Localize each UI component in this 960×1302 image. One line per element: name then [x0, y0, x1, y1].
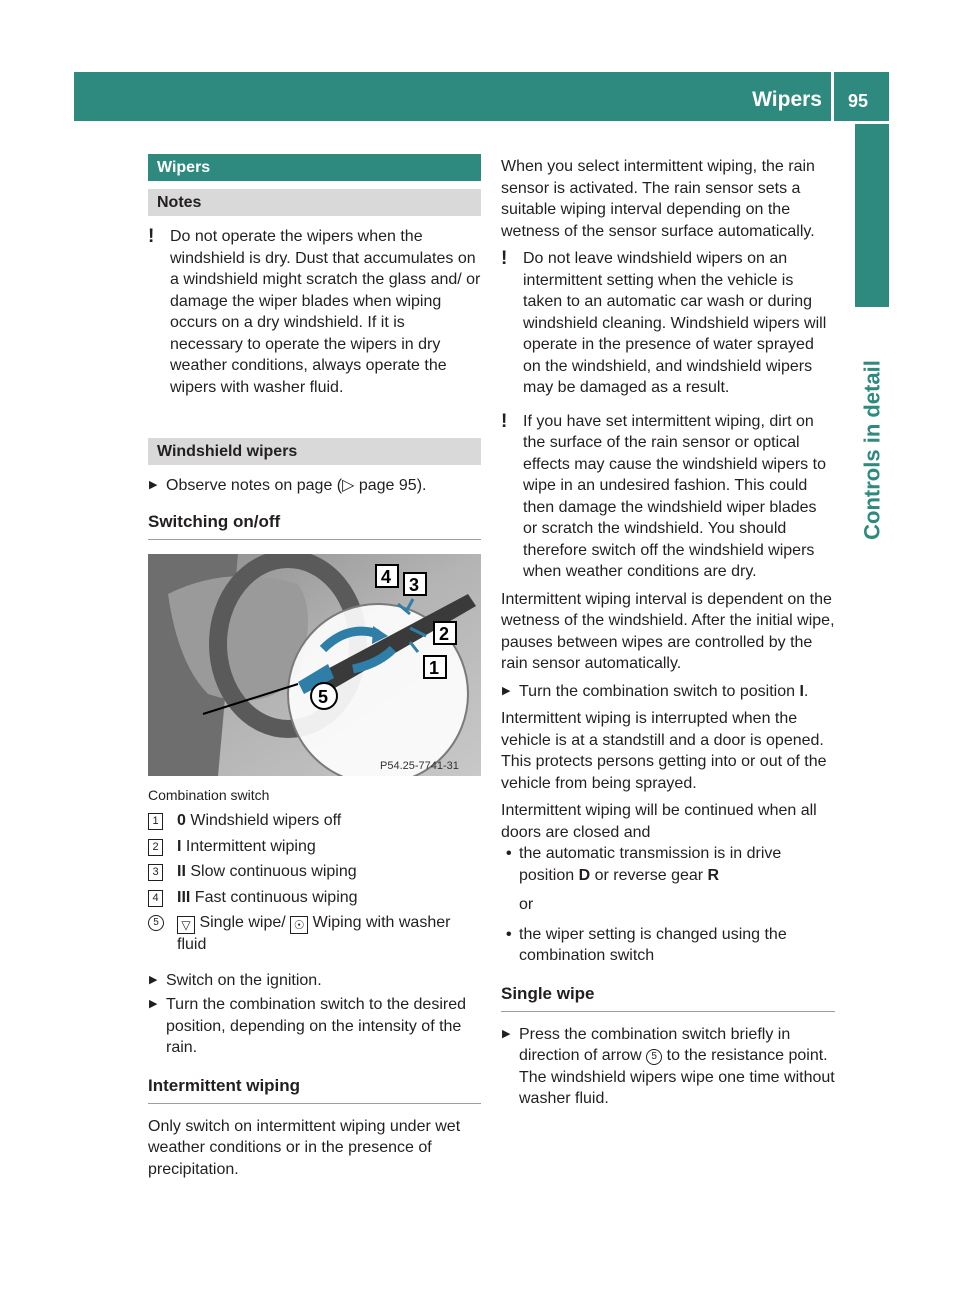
- paragraph-intermittent: Only switch on intermittent wiping under wet weather conditions or in the presence of precipitation.: [148, 1117, 461, 1178]
- paragraph-interrupted: Intermittent wiping is interrupted when the vehicle is at a standstill and a door is opened. This protects persons getting into or out of the vehicle from being sprayed.: [501, 710, 827, 792]
- left-column-top: [148, 154, 481, 398]
- note-dry-windshield: [148, 226, 481, 398]
- step-text-end: to the resistance point.: [662, 1047, 828, 1064]
- bullet-text: the wiper setting is changed using the combination switch: [519, 925, 787, 964]
- legend-number: 5: [148, 915, 164, 931]
- step-end: .: [803, 682, 809, 700]
- section-title-windshield-wipers: Windshield wipers: [148, 438, 481, 465]
- image-label-5: 5: [318, 687, 329, 707]
- bullet-strong-r: R: [707, 866, 720, 884]
- step-position-i: [501, 681, 835, 703]
- legend-number: 3: [148, 864, 163, 881]
- step-arrow-icon: ▶: [149, 998, 158, 1010]
- section-title-wipers: Wipers: [148, 154, 481, 181]
- header-separator: [831, 72, 834, 121]
- step-observe-notes: [148, 475, 481, 497]
- step-text: Press the combination switch briefly in direction of arrow: [519, 1025, 791, 1064]
- warning-icon: !: [501, 248, 508, 269]
- legend-list: [148, 810, 481, 956]
- result-line: The windshield wipers wipe one time without washer fluid.: [519, 1068, 835, 1107]
- step-text: Turn the combination switch to the desired position, depending on the intensity of the rain.: [166, 996, 467, 1056]
- image-label-1: 1: [429, 658, 440, 678]
- note-text: Do not leave windshield wipers on an intermittent setting when the vehicle is taken to an automatic car wash or during windshield cleaning. Windshield wipers will operate in the presence of water sprayed on the windshield, and windshield wipers may be damaged as a result.: [523, 250, 827, 396]
- paragraph-interval: Intermittent wiping interval is dependent on the wetness of the windshield. After the initial wipe, pauses between wipes are controlled by the rain sensor automatically.: [501, 590, 835, 672]
- combination-switch-photo: [148, 554, 481, 776]
- legend-item: [148, 912, 481, 956]
- legend-item: [148, 836, 481, 858]
- left-column-middle: [148, 438, 481, 540]
- single-wipe-icon: ▽: [177, 916, 195, 934]
- note-text: Do not operate the wipers when the windshield is dry. Dust that accumulates on a windshield might scratch the glass and/ or damage the wiper blades when wiping occurs on a dry windshield. If it is necessary to operate the wipers in dry weather conditions, always operate the wipers with washer fluid.: [170, 228, 481, 396]
- legend-item: [148, 861, 481, 883]
- left-column-bottom: [148, 786, 481, 1180]
- side-tab: [855, 124, 889, 307]
- note-car-wash: [501, 248, 835, 399]
- step-text: Observe notes on page (▷ page 95).: [166, 477, 427, 494]
- legend-text: Fast continuous wiping: [190, 888, 358, 906]
- step-ignition: [148, 970, 481, 992]
- paragraph-continued: Intermittent wiping will be continued when all doors are closed and: [501, 802, 817, 841]
- step-arrow-icon: ▶: [149, 973, 158, 986]
- legend-text: Intermittent wiping: [181, 837, 316, 855]
- legend-number: 2: [148, 839, 163, 856]
- step-press-switch: [501, 1024, 835, 1067]
- page-number: 95: [848, 91, 869, 111]
- side-label: [855, 310, 889, 590]
- header-title: Wipers: [752, 88, 822, 111]
- heading-switching-on-off: Switching on/off: [148, 511, 481, 540]
- legend-item: [148, 810, 481, 832]
- step-arrow-icon: ▶: [502, 684, 511, 697]
- bullet-text-mid: or reverse gear: [590, 866, 708, 884]
- image-caption: Combination switch: [148, 787, 270, 803]
- or-word: or: [519, 896, 534, 913]
- legend-strong: II: [177, 863, 186, 880]
- step-arrow-icon: ▶: [149, 479, 158, 491]
- step-text: Turn the combination switch to position: [519, 682, 800, 700]
- section-title-notes: Notes: [148, 189, 481, 216]
- legend-text: Windshield wipers off: [185, 812, 342, 829]
- washer-wipe-icon: ☉: [290, 916, 308, 934]
- legend-text: Slow continuous wiping: [185, 863, 357, 880]
- legend-item: [148, 887, 481, 909]
- image-label-2: 2: [439, 624, 450, 644]
- paragraph-rain-sensor: When you select intermittent wiping, the rain sensor is activated. The rain sensor sets a suitable wiping interval depending on the wetness of the sensor surface automatically.: [501, 158, 815, 240]
- legend-number: 1: [148, 813, 163, 830]
- side-label-text: Controls in detail: [859, 360, 885, 540]
- legend-strong: III: [177, 888, 191, 906]
- image-code: P54.25-7741-31: [380, 760, 459, 772]
- step-text: Switch on the ignition.: [166, 971, 322, 989]
- bullet-strong-d: D: [578, 866, 591, 884]
- bullet-wiper-setting: [501, 924, 835, 967]
- legend-text: Wiping with washer fluid: [177, 914, 451, 953]
- image-label-3: 3: [409, 575, 420, 595]
- bullet-icon: •: [506, 845, 512, 862]
- bullet-text: the automatic transmission is in drive position: [519, 845, 782, 884]
- step-arrow-icon: ▶: [502, 1027, 511, 1040]
- warning-icon: !: [148, 226, 155, 247]
- step-turn-switch: [148, 994, 481, 1059]
- heading-intermittent-wiping: Intermittent wiping: [148, 1075, 481, 1104]
- legend-strong: I: [177, 837, 182, 855]
- step-strong: I: [799, 682, 804, 700]
- image-label-4: 4: [381, 567, 392, 587]
- arrow-number: 5: [646, 1049, 662, 1065]
- legend-number: 4: [148, 890, 163, 907]
- warning-icon: !: [501, 410, 508, 432]
- heading-single-wipe: Single wipe: [501, 983, 835, 1012]
- bullet-icon: •: [506, 925, 512, 943]
- note-text: If you have set intermittent wiping, dirt on the surface of the rain sensor or optical effects may cause the windshield wipers to wipe in an undesired fashion. This could then damage the windshield wiper blades or scratch the windshield. You should therefore switch off the windshield wipers when weather conditions are dry.: [523, 412, 826, 580]
- bullet-transmission: [501, 843, 835, 886]
- note-dirt-sensor: [501, 411, 835, 583]
- right-column: [501, 156, 835, 1110]
- legend-strong: 0: [177, 812, 186, 829]
- legend-text: Single wipe/: [195, 914, 291, 931]
